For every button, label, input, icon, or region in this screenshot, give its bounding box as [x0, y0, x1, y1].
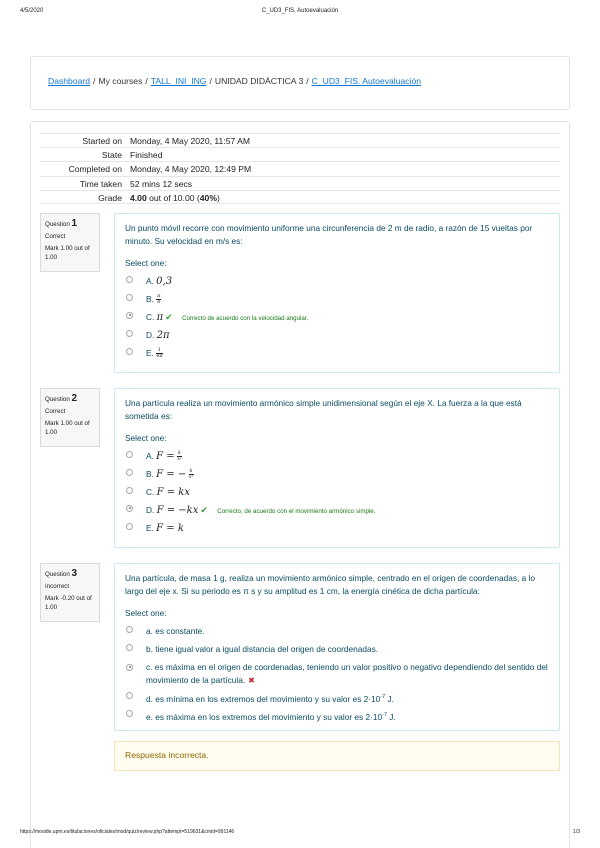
summary-row-time-taken	[40, 176, 560, 190]
option-letter: E.	[146, 347, 154, 358]
answer-option-d[interactable]	[125, 326, 549, 344]
question-number	[45, 568, 95, 579]
grade-out-of: out of 10.00 (	[146, 192, 200, 203]
summary-label: Started on	[82, 136, 122, 146]
question-prefix: Question	[45, 221, 70, 228]
option-tail: J.	[387, 711, 396, 722]
option-letter: c.	[146, 661, 153, 672]
option-text: es máxima en los extremos del movimiento y su valor es 2·10	[155, 711, 383, 722]
question-text: Una partícula, de masa 1 g, realiza un movimiento armónico simple, centrado en el origen de coordenadas, a lo largo del eje x. Si su periodo es π s y su amplitud es 1 cm, la energía cinética de dicha partícula:	[125, 573, 536, 596]
radio-button[interactable]	[126, 469, 133, 476]
question-content-3	[114, 563, 560, 731]
radio-button[interactable]	[126, 710, 133, 717]
print-date: 4/5/2020	[20, 8, 44, 14]
question-mark: Mark -0.20 out of 1.00	[45, 595, 92, 611]
summary-value: Finished	[130, 150, 163, 161]
breadcrumb-course-link[interactable]: TALL_INI_ING	[150, 76, 207, 86]
breadcrumb-unit: UNIDAD DIDÁCTICA 3	[214, 76, 304, 86]
fraction-denominator: x²	[177, 456, 182, 463]
answer-option-c[interactable]	[125, 483, 549, 501]
option-fraction	[177, 451, 182, 463]
radio-button[interactable]	[126, 276, 133, 283]
question-content-1	[114, 213, 560, 373]
summary-label: State	[101, 150, 122, 161]
breadcrumb-my-courses: My courses	[98, 76, 143, 86]
breadcrumb-separator: /	[145, 76, 148, 86]
fraction-denominator: 4π	[156, 353, 163, 360]
option-letter: C.	[146, 311, 155, 322]
option-letter: E.	[146, 522, 154, 533]
select-one-label: Select one:	[125, 432, 167, 443]
summary-label: Completed on	[68, 164, 122, 175]
print-footer	[0, 829, 600, 841]
answer-option-e[interactable]	[125, 519, 549, 537]
answer-option-e[interactable]	[125, 706, 549, 724]
option-letter: d.	[146, 693, 153, 704]
option-text: es constante.	[155, 625, 205, 636]
breadcrumb-card	[30, 56, 570, 110]
radio-button-selected[interactable]	[126, 312, 133, 319]
summary-label: Time taken	[79, 178, 122, 189]
exponent: -7	[380, 693, 386, 700]
print-title: C_UD3_FIS. Autoevaluación	[261, 8, 339, 14]
exponent: -7	[382, 711, 387, 718]
question-prefix: Question	[45, 396, 70, 403]
print-page-number: 1/3	[573, 829, 580, 835]
question-content-2	[114, 388, 560, 548]
radio-button[interactable]	[126, 644, 133, 651]
radio-button[interactable]	[126, 451, 133, 458]
answer-option-a[interactable]	[125, 272, 549, 290]
fraction-numerator: π	[157, 292, 161, 299]
question-number-value: 2	[71, 393, 78, 404]
answer-option-b[interactable]	[125, 290, 549, 308]
option-letter: A.	[146, 450, 154, 461]
option-math: F = −	[156, 468, 187, 480]
option-letter: C.	[146, 486, 155, 497]
question-state: Incorrect	[45, 583, 70, 590]
answer-option-d[interactable]	[125, 688, 549, 706]
answer-option-d[interactable]	[125, 501, 549, 519]
option-letter: B.	[146, 468, 154, 479]
summary-row-started	[40, 133, 560, 147]
answer-option-b[interactable]	[125, 640, 549, 658]
feedback-text: Respuesta incorrecta.	[125, 750, 209, 760]
question-feedback-box	[114, 741, 560, 771]
question-info-3	[40, 563, 100, 622]
option-letter: e.	[146, 711, 153, 722]
radio-button[interactable]	[126, 348, 133, 355]
answer-option-c[interactable]	[125, 308, 549, 326]
radio-button-selected[interactable]	[126, 664, 133, 671]
option-text: es máxima en el origen de coordenadas, teniendo un valor positivo o negativo dependiendo del sentido del movimiento de la partícula.	[146, 661, 548, 685]
breadcrumb	[48, 76, 421, 86]
summary-label: Grade	[98, 192, 122, 203]
question-state: Correct	[45, 408, 66, 415]
print-url: https://moodle.upm.es/titulaciones/oficiales/mod/quiz/review.php?attempt=519631&cmid=991146	[20, 829, 235, 835]
fraction-numerator: k	[177, 449, 181, 456]
radio-button[interactable]	[126, 523, 133, 530]
summary-value: 52 mins 12 secs	[130, 178, 193, 189]
select-one-label: Select one:	[125, 607, 167, 618]
summary-row-state	[40, 147, 560, 161]
grade-percent: 40%	[199, 192, 217, 203]
question-number-value: 3	[71, 568, 78, 579]
option-text: tiene igual valor a igual distancia del origen de coordenadas.	[155, 643, 379, 654]
option-fraction	[156, 348, 162, 360]
option-math: F = kx	[156, 486, 190, 498]
radio-button[interactable]	[126, 294, 133, 301]
question-info-1	[40, 213, 100, 272]
select-one-label: Select one:	[125, 257, 167, 268]
radio-button[interactable]	[126, 626, 133, 633]
option-fraction	[156, 294, 161, 306]
radio-button[interactable]	[126, 330, 133, 337]
answer-option-e[interactable]	[125, 344, 549, 362]
question-prefix: Question	[45, 571, 70, 578]
question-text: Una partícula realiza un movimiento armónico simple unidimensional según el eje X. La fuerza a la que está sometida es:	[125, 398, 522, 421]
option-math: F = k	[156, 522, 184, 534]
option-letter: A.	[146, 275, 154, 286]
fraction-numerator: k	[189, 467, 193, 474]
fraction-denominator: 8	[157, 299, 161, 306]
breadcrumb-quiz-link[interactable]: C_UD3_FIS. Autoevaluación	[311, 76, 422, 86]
option-letter: b.	[146, 643, 153, 654]
option-letter: a.	[146, 625, 153, 636]
question-mark: Mark 1.00 out of 1.00	[45, 245, 90, 261]
option-math: F =	[156, 450, 175, 462]
grade-close: )	[216, 192, 220, 203]
option-text: es mínima en los extremos del movimiento y su valor es 2·10	[155, 693, 381, 704]
summary-value: Monday, 4 May 2020, 11:57 AM	[130, 136, 251, 146]
breadcrumb-separator: /	[93, 76, 96, 86]
option-math: 0,3	[156, 275, 173, 287]
question-text: Un punto móvil recorre con movimiento uniforme una circunferencia de 2 m de radio, a razón de 15 vueltas por minuto. Su velocidad en m/s es:	[125, 223, 533, 246]
option-math: 2π	[156, 329, 170, 341]
question-state: Correct	[45, 233, 66, 240]
option-math: F = −kx	[156, 504, 199, 516]
answer-option-b[interactable]	[125, 465, 549, 483]
breadcrumb-separator: /	[209, 76, 212, 86]
answer-option-a[interactable]	[125, 622, 549, 640]
question-mark: Mark 1.00 out of 1.00	[45, 420, 90, 436]
summary-row-completed	[40, 161, 560, 175]
grade-score: 4.00	[130, 192, 147, 203]
summary-value	[130, 193, 220, 203]
summary-row-grade	[40, 190, 560, 204]
option-letter: D.	[146, 329, 155, 340]
radio-button[interactable]	[126, 692, 133, 699]
print-header	[0, 8, 600, 20]
option-tail: J.	[385, 693, 394, 704]
radio-button-selected[interactable]	[126, 505, 133, 512]
answer-option-a[interactable]	[125, 447, 549, 465]
summary-value: Monday, 4 May 2020, 12:49 PM	[130, 164, 252, 175]
question-number-value: 1	[71, 218, 78, 229]
attempt-summary-table	[40, 133, 560, 204]
fraction-numerator: 1	[157, 346, 161, 353]
cross-icon: ✖	[248, 675, 255, 685]
option-fraction	[189, 469, 194, 481]
question-number	[45, 393, 95, 404]
fraction-denominator: x²	[188, 474, 194, 481]
check-icon: ✔	[200, 504, 208, 515]
option-feedback: Correcto de acuerdo con la velocidad angular.	[182, 314, 309, 322]
option-feedback: Correcto, de acuerdo con el movimiento armónico simple.	[217, 507, 376, 515]
breadcrumb-separator: /	[306, 76, 309, 86]
question-info-2	[40, 388, 100, 447]
question-number	[45, 218, 95, 229]
radio-button[interactable]	[126, 487, 133, 494]
option-letter: D.	[146, 504, 155, 515]
option-letter: B.	[146, 293, 154, 304]
check-icon: ✔	[165, 311, 173, 322]
answer-option-c[interactable]	[125, 658, 549, 688]
breadcrumb-dashboard-link[interactable]: Dashboard	[48, 76, 91, 86]
option-math: π	[156, 311, 164, 323]
